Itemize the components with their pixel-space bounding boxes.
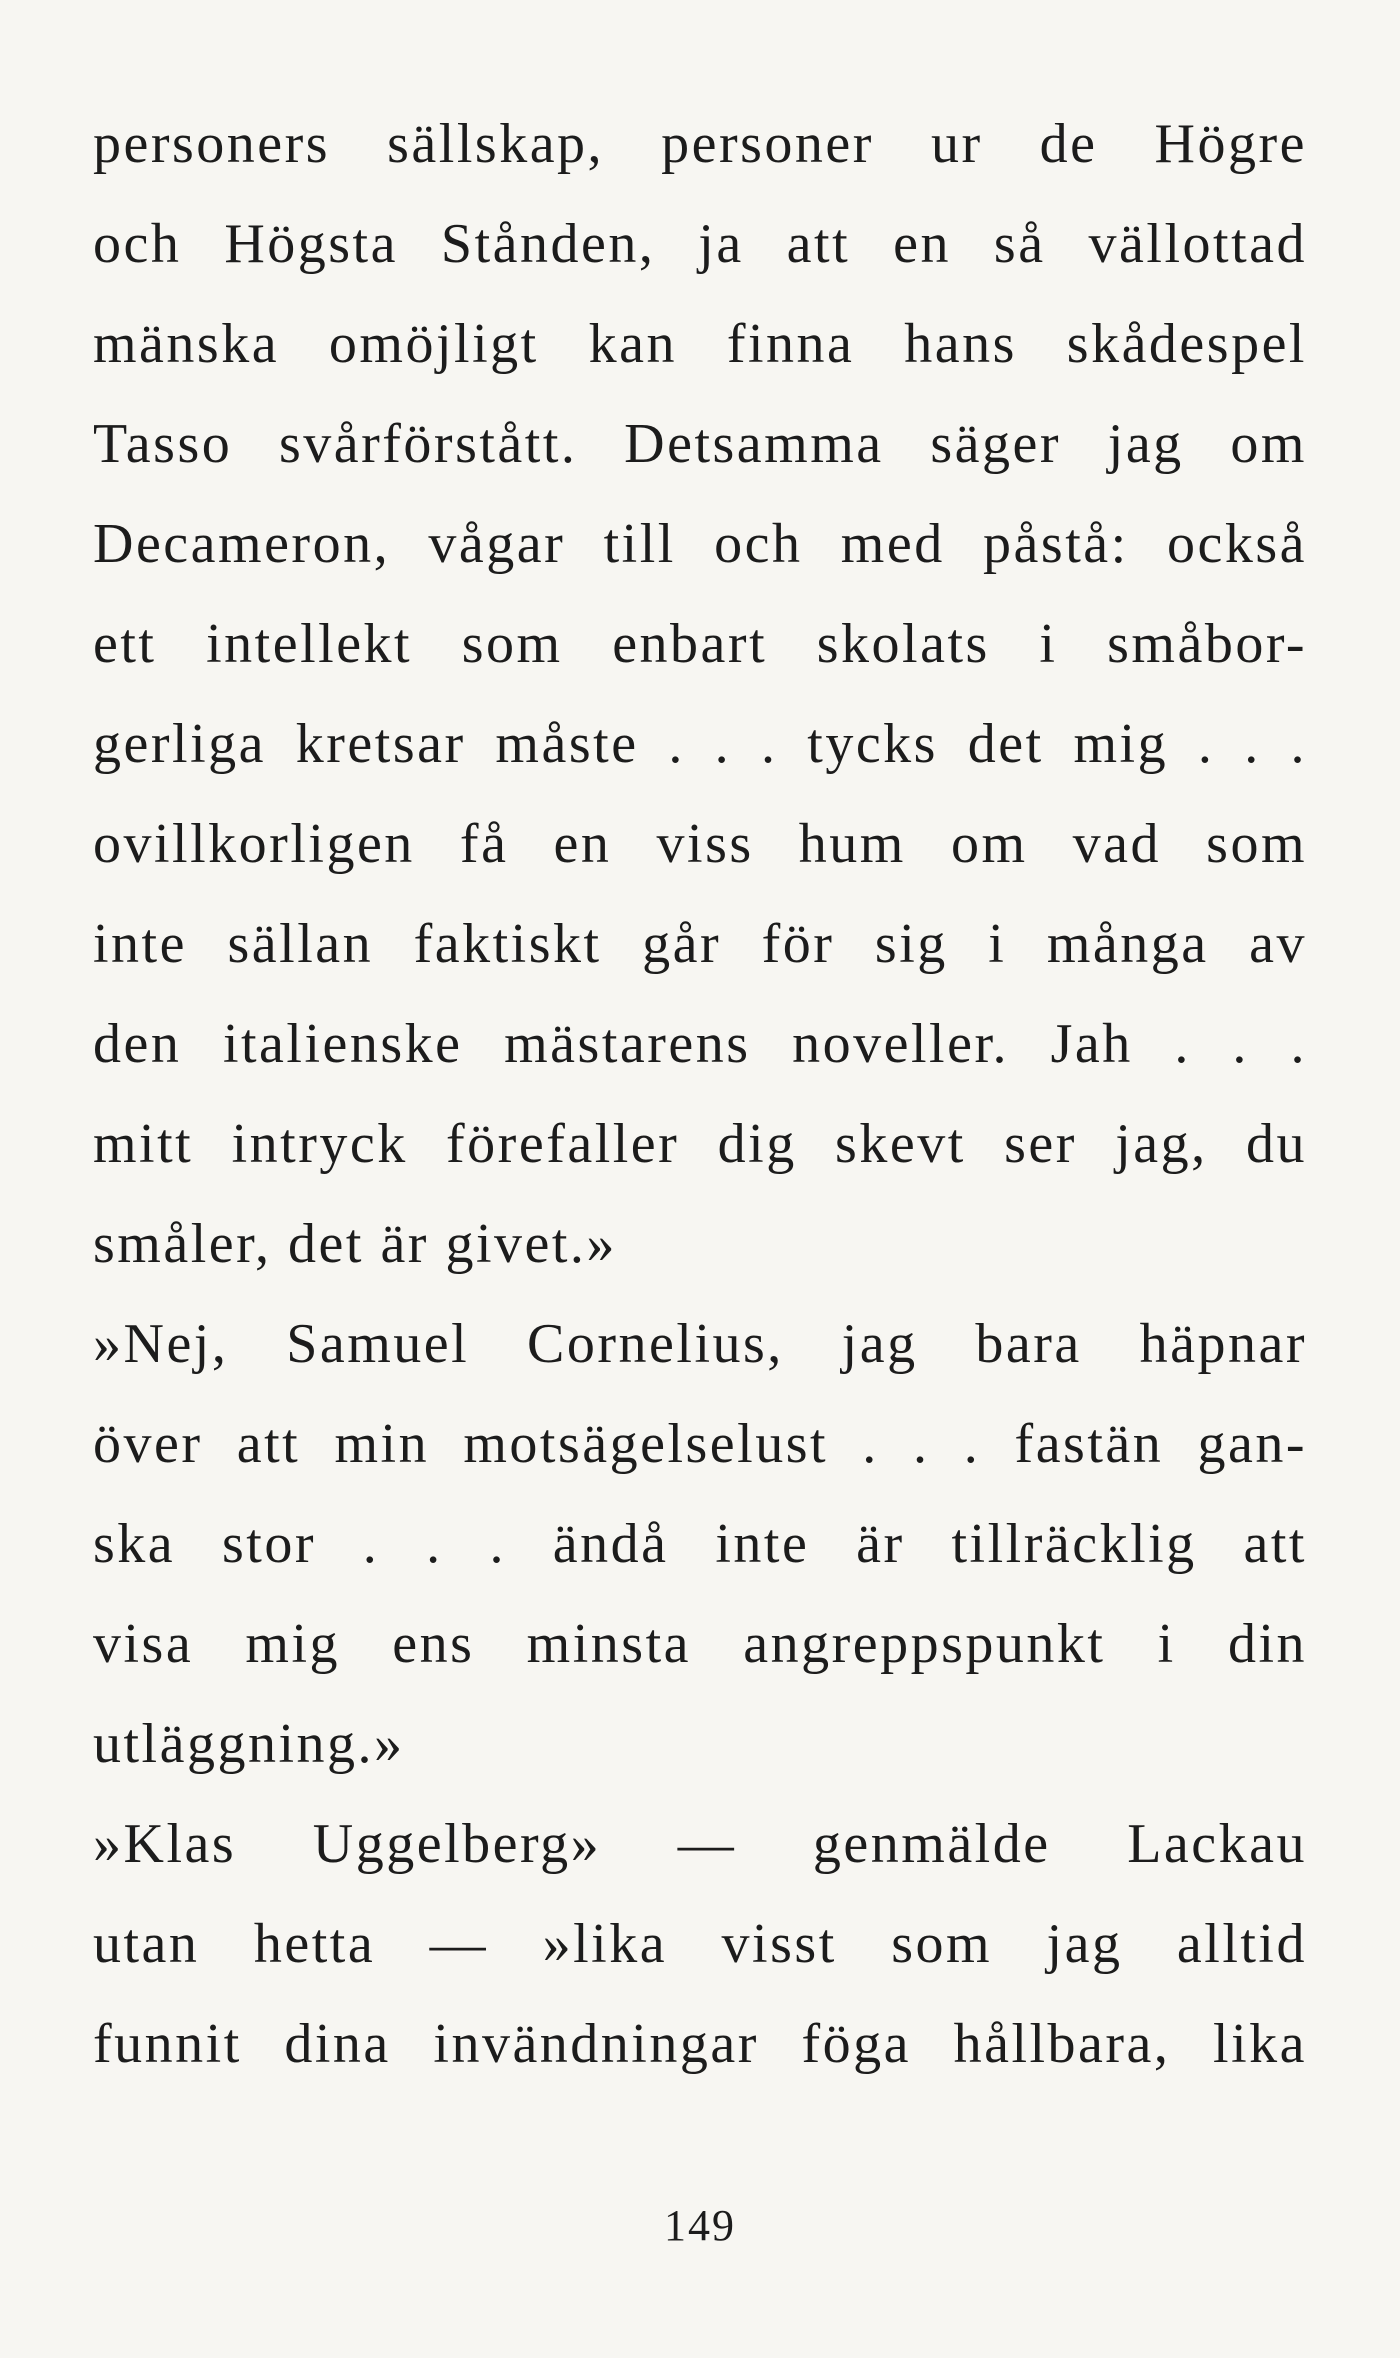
text-line: visa mig ens minsta angreppspunkt i din — [93, 1613, 1307, 1675]
text-line: ska stor . . . ändå inte är tillräcklig att — [93, 1513, 1307, 1575]
text-line: Decameron, vågar till och med påstå: också — [93, 513, 1307, 575]
text-line: mitt intryck förefaller dig skevt ser jag, du — [93, 1113, 1307, 1175]
text-line: den italienske mästarens noveller. Jah . . . — [93, 1013, 1307, 1075]
text-line: Tasso svårförstått. Detsamma säger jag om — [93, 413, 1307, 475]
text-line: småler, det är givet.» — [93, 1213, 617, 1275]
text-line: och Högsta Stånden, ja att en så vällottad — [93, 213, 1307, 275]
text-line: utläggning.» — [93, 1713, 405, 1775]
text-line: funnit dina invändningar föga hållbara, lika — [93, 2013, 1307, 2075]
text-line: »Klas Uggelberg» — genmälde Lackau — [93, 1813, 1307, 1875]
text-line: mänska omöjligt kan finna hans skådespel — [93, 313, 1307, 375]
text-line: ovillkorligen få en viss hum om vad som — [93, 813, 1307, 875]
body-text — [93, 108, 1307, 2108]
text-line: personers sällskap, personer ur de Högre — [93, 113, 1307, 175]
text-line: gerliga kretsar måste . . . tycks det mig . . . — [93, 713, 1307, 775]
text-line: utan hetta — »lika visst som jag alltid — [93, 1913, 1307, 1975]
text-line: inte sällan faktiskt går för sig i många av — [93, 913, 1307, 975]
page-number: 149 — [664, 2201, 736, 2250]
text-line: ett intellekt som enbart skolats i småbor- — [93, 613, 1307, 675]
text-line: över att min motsägelselust . . . fastän gan- — [93, 1413, 1307, 1475]
text-line: »Nej, Samuel Cornelius, jag bara häpnar — [93, 1313, 1307, 1375]
